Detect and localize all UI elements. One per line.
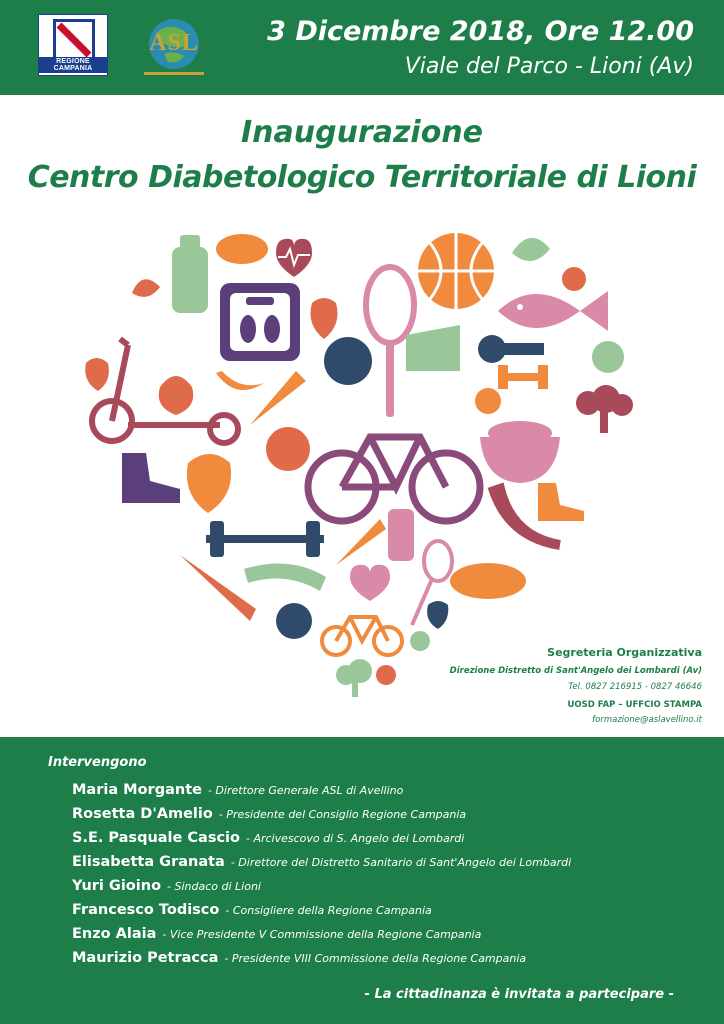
event-place: Viale del Parco - Lioni (Av) — [404, 54, 694, 79]
strawberry-icon — [187, 454, 231, 513]
regione-campania-logo — [38, 14, 108, 76]
speaker-name: Rosetta D'Amelio — [72, 806, 213, 822]
list-item — [72, 803, 571, 827]
regione-campania-shield-icon — [53, 19, 95, 61]
onion-icon — [159, 376, 194, 415]
broccoli-icon — [336, 659, 372, 697]
carrot-icon — [336, 519, 386, 565]
skate-icon — [538, 483, 584, 521]
page-title-line2: Centro Diabetologico Territoriale di Lioni — [27, 160, 697, 195]
segreteria-distretto: Direzione Distretto di Sant'Angelo dei Lombardi (Av) — [449, 666, 702, 676]
segreteria-heading: Segreteria Organizzativa — [547, 646, 702, 659]
cheese-icon — [406, 325, 460, 371]
dumbbell-icon — [498, 365, 548, 389]
speaker-role: - Direttore Generale ASL di Avellino — [207, 784, 404, 797]
segreteria-email[interactable]: formazione@aslavellino.it — [592, 715, 702, 725]
tennis-ball-icon — [562, 267, 586, 291]
invitation-text: - La cittadinanza è invitata a partecipare - — [364, 987, 674, 1002]
tennis-ball-icon — [376, 665, 396, 685]
event-date: 3 Dicembre 2018, Ore 12.00 — [267, 16, 694, 47]
header-bar — [0, 0, 724, 95]
tennis-ball-icon — [410, 631, 430, 651]
segreteria-block — [450, 646, 702, 725]
speaker-name: Enzo Alaia — [72, 926, 157, 942]
speaker-name: Yuri Gioino — [72, 878, 162, 894]
leaf-icon — [132, 279, 160, 297]
banana-icon — [216, 371, 264, 390]
broccoli-icon — [576, 385, 633, 433]
page-title-line1: Inaugurazione — [240, 115, 484, 150]
bottle-icon — [172, 235, 208, 313]
intervengono-heading: Intervengono — [48, 755, 147, 770]
skate-icon — [122, 453, 180, 503]
speaker-role: - Arcivescovo di S. Angelo dei Lombardi — [246, 832, 465, 845]
footer-panel — [0, 737, 724, 1024]
heart-monitor-icon — [276, 239, 312, 277]
asl-label: ASL — [149, 30, 199, 56]
speaker-name: Francesco Todisco — [72, 902, 220, 918]
list-item — [72, 779, 571, 803]
heart-monitor-icon — [350, 565, 390, 601]
scale-icon — [220, 283, 300, 361]
apple-icon — [266, 427, 310, 471]
barbell-icon — [206, 521, 324, 557]
list-item — [72, 923, 571, 947]
segreteria-uosd: UOSD FAP – UFFCIO STAMPA — [567, 700, 702, 710]
speaker-name: Elisabetta Granata — [72, 854, 225, 870]
list-item — [72, 875, 571, 899]
carrot-icon — [180, 555, 256, 621]
bottle-icon — [388, 509, 414, 561]
leaf-icon — [512, 238, 550, 261]
bowl-icon — [276, 603, 312, 639]
strawberry-icon — [85, 358, 109, 391]
speaker-role: - Vice Presidente V Commissione della Regione Campania — [162, 928, 482, 941]
apple-icon — [592, 341, 624, 373]
speaker-name: Maria Morgante — [72, 782, 202, 798]
fish-icon — [498, 291, 608, 331]
strawberry-icon — [427, 601, 448, 629]
lemon-icon — [216, 234, 268, 264]
speaker-role: - Sindaco di Lioni — [167, 880, 261, 893]
speaker-role: - Presidente del Consiglio Regione Campania — [218, 808, 467, 821]
regione-campania-label: REGIONE CAMPANIA — [39, 57, 107, 73]
speaker-name: S.E. Pasquale Cascio — [72, 830, 240, 846]
speaker-role: - Presidente VIII Commissione della Regione Campania — [224, 952, 527, 965]
segreteria-tel: Tel. 0827 216915 - 0827 46646 — [568, 682, 702, 692]
bowl-icon — [480, 421, 560, 483]
bicycle-icon — [308, 437, 480, 521]
strawberry-icon — [311, 298, 338, 339]
bicycle-icon — [322, 617, 402, 655]
speaker-role: - Consigliere della Regione Campania — [225, 904, 432, 917]
tape-measure-icon — [244, 564, 326, 591]
list-item — [72, 851, 571, 875]
speakers-list — [72, 779, 571, 971]
list-item — [72, 947, 571, 971]
asl-logo — [134, 14, 214, 80]
tape-measure-icon — [478, 335, 544, 363]
rugby-ball-icon — [450, 563, 526, 599]
basketball-icon — [418, 233, 494, 309]
tennis-ball-icon — [475, 388, 501, 414]
speaker-role: - Direttore del Distretto Sanitario di Sant'Angelo dei Lombardi — [230, 856, 572, 869]
carrot-icon — [250, 371, 306, 425]
speaker-name: Maurizio Petracca — [72, 950, 219, 966]
heart-illustration — [80, 225, 640, 705]
tennis-ball-icon — [324, 337, 372, 385]
list-item — [72, 899, 571, 923]
list-item — [72, 827, 571, 851]
